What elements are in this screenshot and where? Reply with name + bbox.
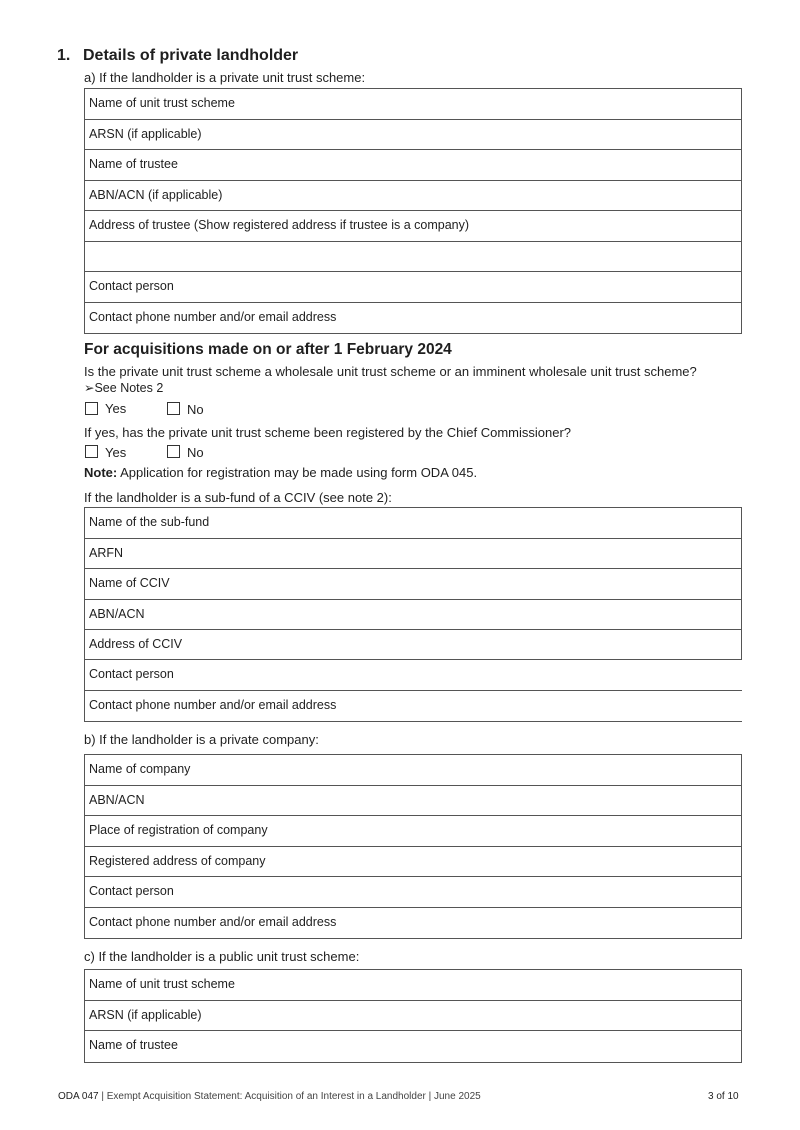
field-trustee-name[interactable]: Name of trustee: [85, 150, 741, 181]
field-trustee-address-line2[interactable]: [85, 242, 741, 273]
q2-no-label: No: [187, 445, 204, 460]
registered-question: If yes, has the private unit trust scheme been registered by the Chief Commissioner?: [84, 425, 572, 440]
note-label: Note:: [84, 465, 118, 480]
field-public-unit-trust-name[interactable]: Name of unit trust scheme: [85, 970, 741, 1001]
field-contact-person[interactable]: Contact person: [85, 272, 741, 303]
footer-text: [58, 1091, 481, 1102]
field-public-arsn[interactable]: ARSN (if applicable): [85, 1001, 741, 1032]
footer-form-code: ODA 047: [58, 1091, 99, 1102]
field-sub-fund-name[interactable]: Name of the sub-fund: [85, 508, 741, 539]
field-unit-trust-name[interactable]: Name of unit trust scheme: [85, 89, 741, 120]
part-a-table: [84, 88, 742, 334]
q1-no-checkbox[interactable]: [167, 402, 180, 415]
field-place-of-registration[interactable]: Place of registration of company: [85, 816, 741, 847]
field-abn-acn[interactable]: ABN/ACN (if applicable): [85, 181, 741, 212]
q1-yes-label: Yes: [105, 401, 127, 416]
registration-note: [84, 465, 477, 480]
field-cciv-address[interactable]: Address of CCIV: [89, 637, 183, 651]
field-cciv-name[interactable]: Name of CCIV: [85, 569, 741, 600]
q1-yes-checkbox[interactable]: [85, 402, 98, 415]
part-c-table: [84, 969, 742, 1063]
note-text: Application for registration may be made using form ODA 045.: [117, 465, 478, 480]
acquisitions-heading: For acquisitions made on or after 1 February 2024: [84, 341, 452, 358]
q2-no-checkbox[interactable]: [167, 445, 180, 458]
field-public-trustee-name[interactable]: Name of trustee: [89, 1038, 178, 1052]
field-company-abn-acn[interactable]: ABN/ACN: [85, 786, 741, 817]
field-cciv-contact-person[interactable]: Contact person: [85, 660, 742, 691]
field-arsn[interactable]: ARSN (if applicable): [85, 120, 741, 151]
field-cciv-abn-acn[interactable]: ABN/ACN: [85, 600, 741, 631]
q2-yes-label: Yes: [105, 445, 127, 460]
cciv-contact-table: [84, 660, 742, 722]
q2-yes-checkbox[interactable]: [85, 445, 98, 458]
part-b-heading: b) If the landholder is a private company:: [84, 732, 319, 747]
field-registered-address[interactable]: Registered address of company: [85, 847, 741, 878]
section-title: Details of private landholder: [83, 47, 299, 64]
field-company-name[interactable]: Name of company: [85, 755, 741, 786]
field-company-contact-phone-email[interactable]: Contact phone number and/or email address: [89, 914, 337, 929]
field-contact-phone-email[interactable]: Contact phone number and/or email address: [89, 309, 337, 324]
field-company-contact-person[interactable]: Contact person: [85, 877, 741, 908]
field-trustee-address[interactable]: Address of trustee (Show registered address if trustee is a company): [85, 211, 741, 242]
part-b-table: [84, 754, 742, 939]
part-a-heading: a) If the landholder is a private unit trust scheme:: [84, 70, 366, 85]
page-number: 3 of 10: [708, 1091, 739, 1102]
wholesale-question: Is the private unit trust scheme a wholesale unit trust scheme or an imminent wholesale unit trust scheme?: [84, 364, 697, 379]
see-notes-link[interactable]: ➢See Notes 2: [84, 381, 164, 395]
cciv-table: [84, 507, 742, 660]
field-cciv-contact-phone-email[interactable]: Contact phone number and/or email address: [89, 697, 337, 712]
section-number: 1.: [57, 47, 71, 64]
field-arfn[interactable]: ARFN: [85, 539, 741, 570]
cciv-heading: If the landholder is a sub-fund of a CCIV (see note 2):: [84, 490, 392, 505]
part-c-heading: c) If the landholder is a public unit trust scheme:: [84, 949, 360, 964]
footer-description: | Exempt Acquisition Statement: Acquisition of an Interest in a Landholder | June 2025: [98, 1091, 481, 1102]
q1-no-label: No: [187, 402, 204, 417]
